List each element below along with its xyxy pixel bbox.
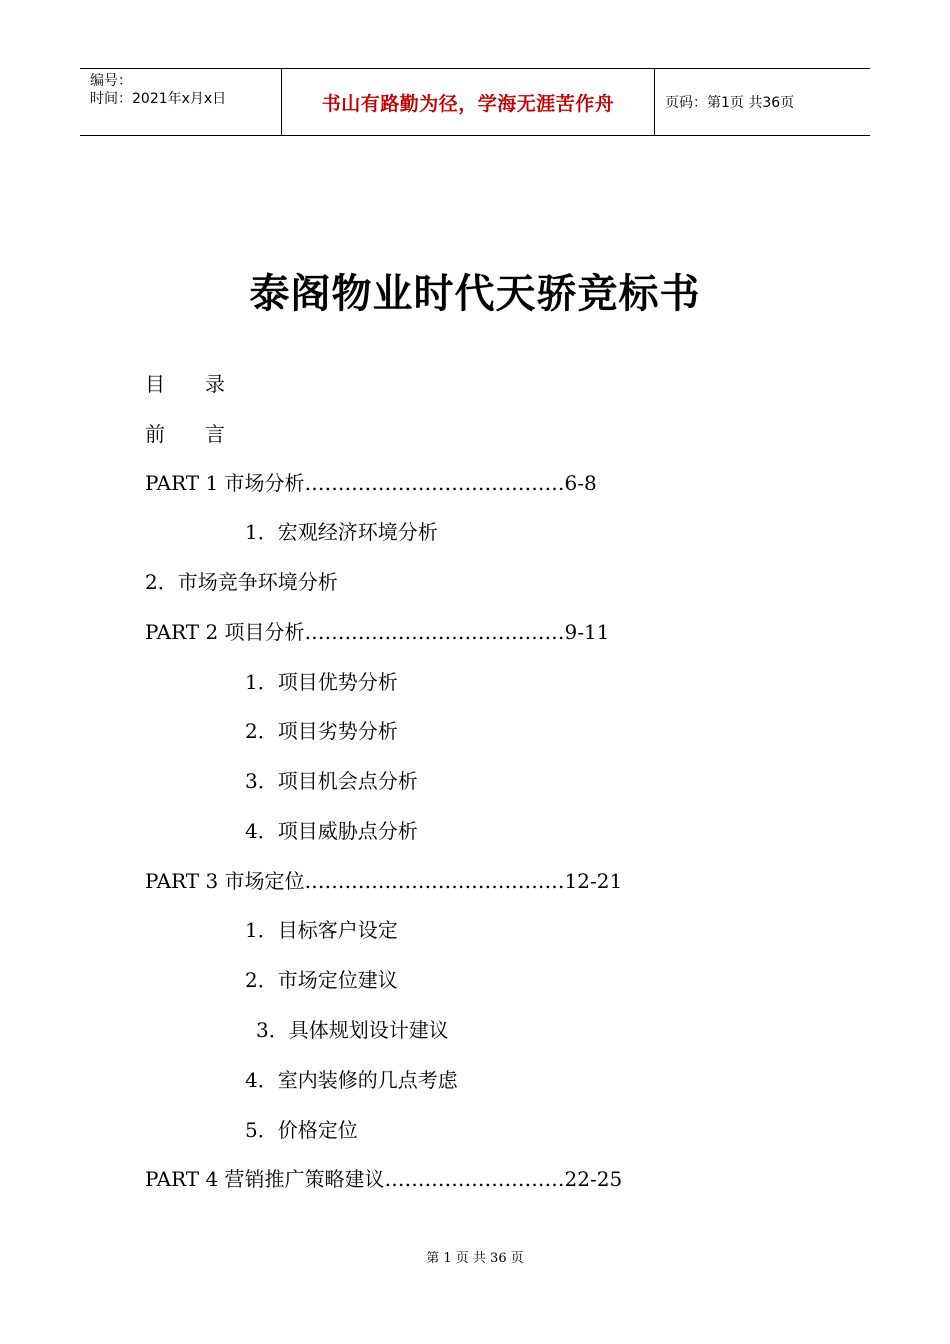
toc-part-1: PART 1 市场分析…………………………………6-8 <box>145 471 597 495</box>
toc-item: 4．室内装修的几点考虑 <box>245 1068 458 1092</box>
header-motto-cell <box>282 69 655 135</box>
toc-item: 5．价格定位 <box>245 1118 358 1142</box>
toc-item: 4．项目威胁点分析 <box>245 819 418 843</box>
toc-item: 3．具体规划设计建议 <box>256 1018 449 1042</box>
toc-item: 2．市场竞争环境分析 <box>145 570 338 594</box>
toc-item: 1．目标客户设定 <box>245 918 398 942</box>
time-label: 时间：2021年x月x日 <box>90 91 227 107</box>
toc-item: 3．项目机会点分析 <box>245 769 418 793</box>
toc-part-4: PART 4 营销推广策略建议………………………22-25 <box>145 1167 623 1191</box>
toc-item: 2．市场定位建议 <box>245 968 398 992</box>
serial-label: 编号： <box>90 73 132 89</box>
toc-item: 1．项目优势分析 <box>245 670 398 694</box>
page-header <box>80 68 870 136</box>
toc-part-2: PART 2 项目分析…………………………………9-11 <box>145 620 610 644</box>
toc-heading: 目 录 <box>145 372 225 396</box>
page-footer: 第 1 页 共 36 页 <box>426 1251 524 1266</box>
toc-item: 2．项目劣势分析 <box>245 719 398 743</box>
header-page-info: 页码：第1页 共36页 <box>665 95 795 111</box>
toc-item: 1．宏观经济环境分析 <box>245 520 438 544</box>
toc-preface: 前 言 <box>145 422 225 446</box>
document-title: 泰阁物业时代天骄竞标书 <box>249 271 701 317</box>
toc-part-3: PART 3 市场定位…………………………………12-21 <box>145 869 623 893</box>
header-page-cell <box>655 69 870 135</box>
header-motto: 书山有路勤为径，学海无涯苦作舟 <box>321 92 615 115</box>
header-meta-cell <box>80 69 282 135</box>
